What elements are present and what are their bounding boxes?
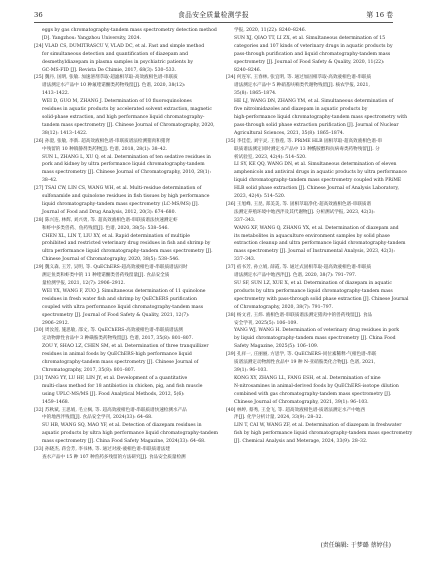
reference-line: extraction cleanup and ultra performance liquid chromatography-tandem (234, 241, 406, 247)
reference-line: WEI YX, WANG F, ZUO J. Simultaneous determination of 11 quinolone (42, 288, 206, 294)
reference-line: spectrometry with pass-through solid phase extraction [J]. Chinese Journal (234, 296, 409, 302)
references-left-column (34, 27, 218, 462)
reference-line: pork and kidney by ultra performance liquid chromatography-tandem (42, 162, 205, 168)
reference-line: [40] 林婷, 蔡秀, 王金飞, 等. 超高效液相色谱-质谱法测定水产中地西 (226, 407, 365, 413)
page-number: 36 (34, 11, 43, 19)
reference-line: categories and 107 kinds of veterinary drugs in aquatic products by (234, 43, 393, 49)
reference-line: residues in fresh water fish and shrimp by QuEChERS purification (42, 296, 197, 302)
reference-line: mass spectrometry [J]. Chinese Journal of Chromatography, 2010, 28(1): (42, 170, 211, 176)
reference-line: combined with gas chromatography-tandem mass spectrometry [J]. (234, 391, 392, 397)
reference-line: [27] TSAI CW, LIN CS, WANG WH, et al. Multi-residue determination of (34, 186, 202, 192)
reference-line: [36] 王旭峰, 王昆, 郑美美, 等. 固相萃取净化-超高效液相色谱-串联质谱 (226, 201, 372, 207)
references-right-column (226, 27, 413, 446)
reference-line: residues in aquatic products by accelerated solvent extraction, magnetic (42, 107, 212, 113)
reference-line: [30] 周汝莲, 施思敏, 邵文, 等. QuEChERS-高效液相色谱-串联质谱法测 (34, 328, 183, 334)
reference-line: WANG XF, WANG Q, ZHANG YX, et al. Determination of diazepam and (234, 225, 399, 231)
reference-line: ultra performance liquid chromatography-tandem mass spectrometry [J]. (42, 249, 213, 255)
reference-line: using UPLC-MS/MS [J]. Food Analytical Methods, 2012, 5(6): (42, 391, 185, 397)
reference-line: [D]. Yangzhou: Yangzhou University, 2024. (42, 35, 142, 41)
reference-line: 2023, 42(4): 514–520. (234, 194, 286, 200)
reference-line: [29] 魏义森, 王芳, 吴明, 等. QuEChERS-超高效液相色谱-串联质谱法同时 (34, 265, 188, 271)
reference-line: sulfonamide and quinolone residues in fish tissues by high performance (42, 194, 210, 200)
reference-line: 337–343. (234, 217, 256, 223)
reference-line: [24] VLAD CS, DUMITRASCU V, VLAD DC, et al. Fast and simple method (34, 43, 205, 49)
reference-line: [33] 孙晓杰, 蒋会芳, 李书林, 等. 通过对液-液相色谱-串联质谱法建 (34, 447, 170, 453)
reference-line: five nitroimidazoles and diazepam in aquatic products by (234, 107, 368, 113)
reference-line: liquid chromatography-tandem mass spectrometry (LC-MS/MS) [J]. (42, 201, 199, 207)
header-rule (34, 22, 393, 23)
reference-line: spectrometry [J]. Journal of Food Safety & Quality, 2021, 12(7): (42, 312, 190, 318)
running-header (34, 9, 393, 21)
reference-line: chromatography-tandem mass spectrometry [J]. Chinese Journal of (42, 360, 199, 366)
reference-line: Chromatography, 2017, 35(8): 801–807. (42, 367, 136, 373)
reference-line: amphenicols and antiviral drugs in aquatic products by ultra performance (234, 170, 407, 176)
reference-line: 中残留的 10 种镇静剂类药物[J]. 色谱, 2018, 28(1): 38–42. (42, 146, 168, 152)
reference-line: [37] 宿书芳, 孙立娟, 薛霞, 等. 通过式固相萃取-超高效液相色谱-串联质 (226, 265, 372, 271)
reference-line: SUN XJ, QIAO TT, LI ZX, et al. Simultaneous determination of 15 (234, 35, 386, 41)
reference-line: Safety Magazine, 2025(5): 106–109. (234, 344, 319, 350)
reference-line: 学报, 2020, 11(22): 8240–8246. (234, 28, 307, 33)
reference-line: 谱法测定水产品中 5 种硝基呋喃类代谢物残留[J]. 核农学报, 2021, (234, 83, 370, 89)
reference-line: 337–343. (234, 257, 256, 263)
reference-line: liquid chromatography-tandem mass spectrometry coupled with PRiME (234, 178, 402, 184)
reference-line: 法测定养殖环境中地西泮及其代谢物[J]. 分析测试学报, 2023, 42(3): (234, 209, 375, 215)
reference-line: residues in animal foods by QuEChERS-high performance liquid (42, 352, 192, 358)
reference-line: [25] 魏丹, 国明, 张敏. 加速溶剂萃取-超滤相萃取-高效液相色谱-串联质 (34, 75, 178, 81)
reference-line: products by ultra performance liquid chromatography-tandem mass (234, 288, 393, 294)
reference-line: pass-through purification and liquid chromatography-tandem mass (234, 51, 391, 57)
reference-line: 量检测学报, 2021, 12(7): 2906–2912. (42, 281, 125, 286)
reference-line: GC-MS-FID [J]. Revista De Chimie, 2017, 68(3): 530–533. (42, 67, 176, 73)
reference-line: high-performance liquid chromatography-tandem mass spectrometry with (234, 114, 408, 120)
reference-line: eggs by gas chromatography-tandem mass spectrometry detection method (42, 28, 217, 33)
reference-line: ZOU Y, SHAO LZ, CHEN SM, et al. Determination of three tranquillizer (42, 344, 209, 350)
reference-line: YANG WJ, WANG H. Determination of veterinary drug residues in pork (234, 328, 400, 334)
reference-line: LI SY, KE QQ, WANG DN, et al. Simultaneous determination of eleven (234, 162, 397, 168)
reference-line: [26] 孙澄, 张敏, 李新. 超高效液相色谱-串联质谱法检测猪肉和猪肾 (34, 138, 171, 144)
reference-line: coupled with ultra performance liquid chromatography-tandem mass (42, 304, 204, 310)
reference-line: 39(1): 96–103. (234, 367, 268, 373)
reference-line: prohibited and restricted veterinary drug residues in fish and shrimp by (42, 241, 211, 247)
reference-line: SU HB, WANG SQ, MAO YF, et al. Detection of diazepam residues in (42, 423, 202, 429)
reference-line: [31] TANG YY, LU HF, LIN JY, et al. Development of a quantitative (34, 375, 188, 381)
reference-line: 1459–1468. (42, 399, 70, 405)
reference-line: Agricultural Sciences, 2021, 35(8): 1865–1874. (234, 130, 345, 136)
reference-line: 联质谱法测定同时测定水产品中 13 种酰胺醇和抗病毒类药物残留[J]. 分 (234, 146, 380, 152)
reference-line: mass spectrometry [J]. China Food Safety Magazine, 2024(33): 64–68. (42, 439, 206, 445)
reference-line: 查水产品中 15 种 107 种兽药多残留的方法研究[J]. 食品安全质量检测 (42, 454, 186, 460)
reference-line: aquatic products by ultra high performance liquid chromatography-tandem (42, 431, 218, 437)
reference-line: [28] 陈兴连, 林辉, 刘兴勇, 等. 超高效液相色谱-串联质谱法快速测定虾 (34, 217, 178, 223)
journal-title: 食品安全质量检测学报 (178, 11, 249, 19)
reference-line: HLB solid phase extraction [J]. Chinese Journal of Analysis Laboratory, (234, 186, 399, 192)
reference-line: fish by high performance liquid chromatography-tandem mass spectrometry (234, 431, 413, 437)
reference-line: 中的地西泮残留[J]. 食品安全学刊, 2024(33): 64–68. (42, 415, 153, 421)
reference-line: WEI D, GUO M, ZHANG J. Determination of 10 fluoroquinolones (42, 99, 192, 105)
reference-line: 测定鱼类和虾类中的 11 种喹诺酮类兽药残留量[J]. 食品安全质 (42, 273, 170, 279)
reference-line: 1413–1422. (42, 91, 70, 97)
reference-line: 2906–2912. (42, 320, 70, 326)
reference-line: [35] 李佳佳, 刘宇灵, 王春莲, 等. PRiME HLB 固相萃取-超高效液相色谱-串 (226, 138, 383, 144)
reference-line: mass spectrometry [J]. Journal of Instrumental Analysis, 2023, 42(3): (234, 249, 395, 255)
reference-line: [38] 杨文君, 王炜. 液相色谱-串联质谱法测定猪肉中的兽药残留[J]. 食品 (226, 312, 373, 318)
reference-line: spectrometry [J]. Journal of Food Safety & Quality, 2020, 11(22): (234, 59, 385, 65)
reference-line: Journal of Food and Drug Analysis, 2012, 20(3): 674–680. (42, 209, 176, 215)
reference-line: SU SF, SUN LZ, XUE X, et al. Determination of diazepam in aquatic (234, 281, 392, 286)
reference-line: KONG XY, ZHANG LL, FANG ESH, et al. Determination of nine (234, 375, 381, 381)
reference-line: 谱法测定水产品中 10 种氟喹诺酮类药物残留[J]. 色谱, 2020, 38(12): (42, 83, 186, 89)
reference-line: LIN T, CAI W, WANG ZF, et al. Determination of diazepam in freshwater (234, 423, 402, 429)
reference-line: solid-phase extraction, and high performance liquid chromatography- (42, 114, 205, 120)
reference-line: 35(8): 1865–1874. (234, 91, 277, 97)
reference-line: CHEN XL, LIN T, LIU XY, et al. Rapid determination of multiple (42, 233, 190, 239)
reference-line: its metabolites in aquaculture environment samples by solid phase (234, 233, 390, 239)
reference-line: pass-through solid phase extraction purification [J]. Journal of Nuclear (234, 122, 399, 128)
reference-line: Chinese Journal of Chromatography, 2021, 39(1): 96–103. (234, 399, 369, 405)
reference-line: 谱法测定水产品中地西泮[J]. 色谱, 2020, 38(7): 791–797. (234, 273, 357, 279)
reference-line: 质谱法测定动物源性食品中 19 种 N-亚硝胺类化合物[J]. 色谱, 2021, (234, 360, 376, 366)
reference-line: 安全学刊, 2025(5): 106–109. (234, 320, 298, 326)
reference-line: SUN L, ZHANG L, XU Q, et al. Determination of ten sedative residues in (42, 154, 211, 160)
reference-line: 和虾中多类兽药、鱼药残留[J]. 色谱, 2020, 38(5): 538–546. (42, 225, 169, 231)
editor-note: (责任编辑: 于梦璐 蔡婷佳) (320, 542, 391, 549)
reference-line: by liquid chromatography-tandem mass spectrometry [J]. China Food (234, 336, 396, 342)
reference-line: for simultaneous detection and quantification of diazepam and (42, 51, 189, 57)
reference-line: Chinese Journal of Chromatography, 2020, 38(5): 538–546. (42, 257, 180, 263)
reference-line: multi-class method for 18 antibiotics in chicken, pig, and fish muscle (42, 383, 203, 389)
reference-line: N-nitrosamines in animal-derived foods by QuEChERS-isotope dilution (234, 383, 399, 389)
reference-line: 析试验室, 2023, 42(4): 514–520. (234, 154, 307, 160)
reference-line: 38(12): 1413–1422. (42, 130, 88, 136)
reference-line: 8240–8246. (234, 67, 262, 73)
reference-line: [34] 何连军, 王春林, 张宜明, 等. 通过加固相萃取-高效液相色谱-串联质 (226, 75, 372, 81)
reference-line: 定动物源性食品中 3 种磺胺类药物残留[J]. 色谱, 2017, 35(8): 801–807. (42, 336, 194, 342)
reference-line: [32] 苏秋斌, 王思娟, 毛立枫, 等. 超高效液相色谱-串联质谱快速检测水产品 (34, 407, 187, 413)
volume-label: 第 16 卷 (366, 11, 393, 19)
reference-line: HE LJ, WANG DN, ZHANG YM, et al. Simultaneous determination of (234, 99, 394, 105)
reference-line: of Chromatography, 2020, 38(7): 791–797. (234, 304, 334, 310)
reference-line: 38–42. (42, 178, 58, 184)
reference-line: tandem mass spectrometry [J]. Chinese Journal of Chromatography, 2020, (42, 122, 215, 128)
reference-line: 泮[J]. 化学分析计量, 2024, 33(9): 28–32. (234, 415, 323, 421)
reference-line: [39] 孔祥一, 庄丽丽, 方思学, 等. QuEChERS-同位素稀释-气相色谱-串联 (226, 352, 377, 358)
reference-line: [J]. Chemical Analysis and Meterage, 2024, 33(9): 28–32. (234, 439, 368, 445)
reference-line: desmethyldiazepam in plasma samples in psychiatric patients by (42, 59, 194, 65)
